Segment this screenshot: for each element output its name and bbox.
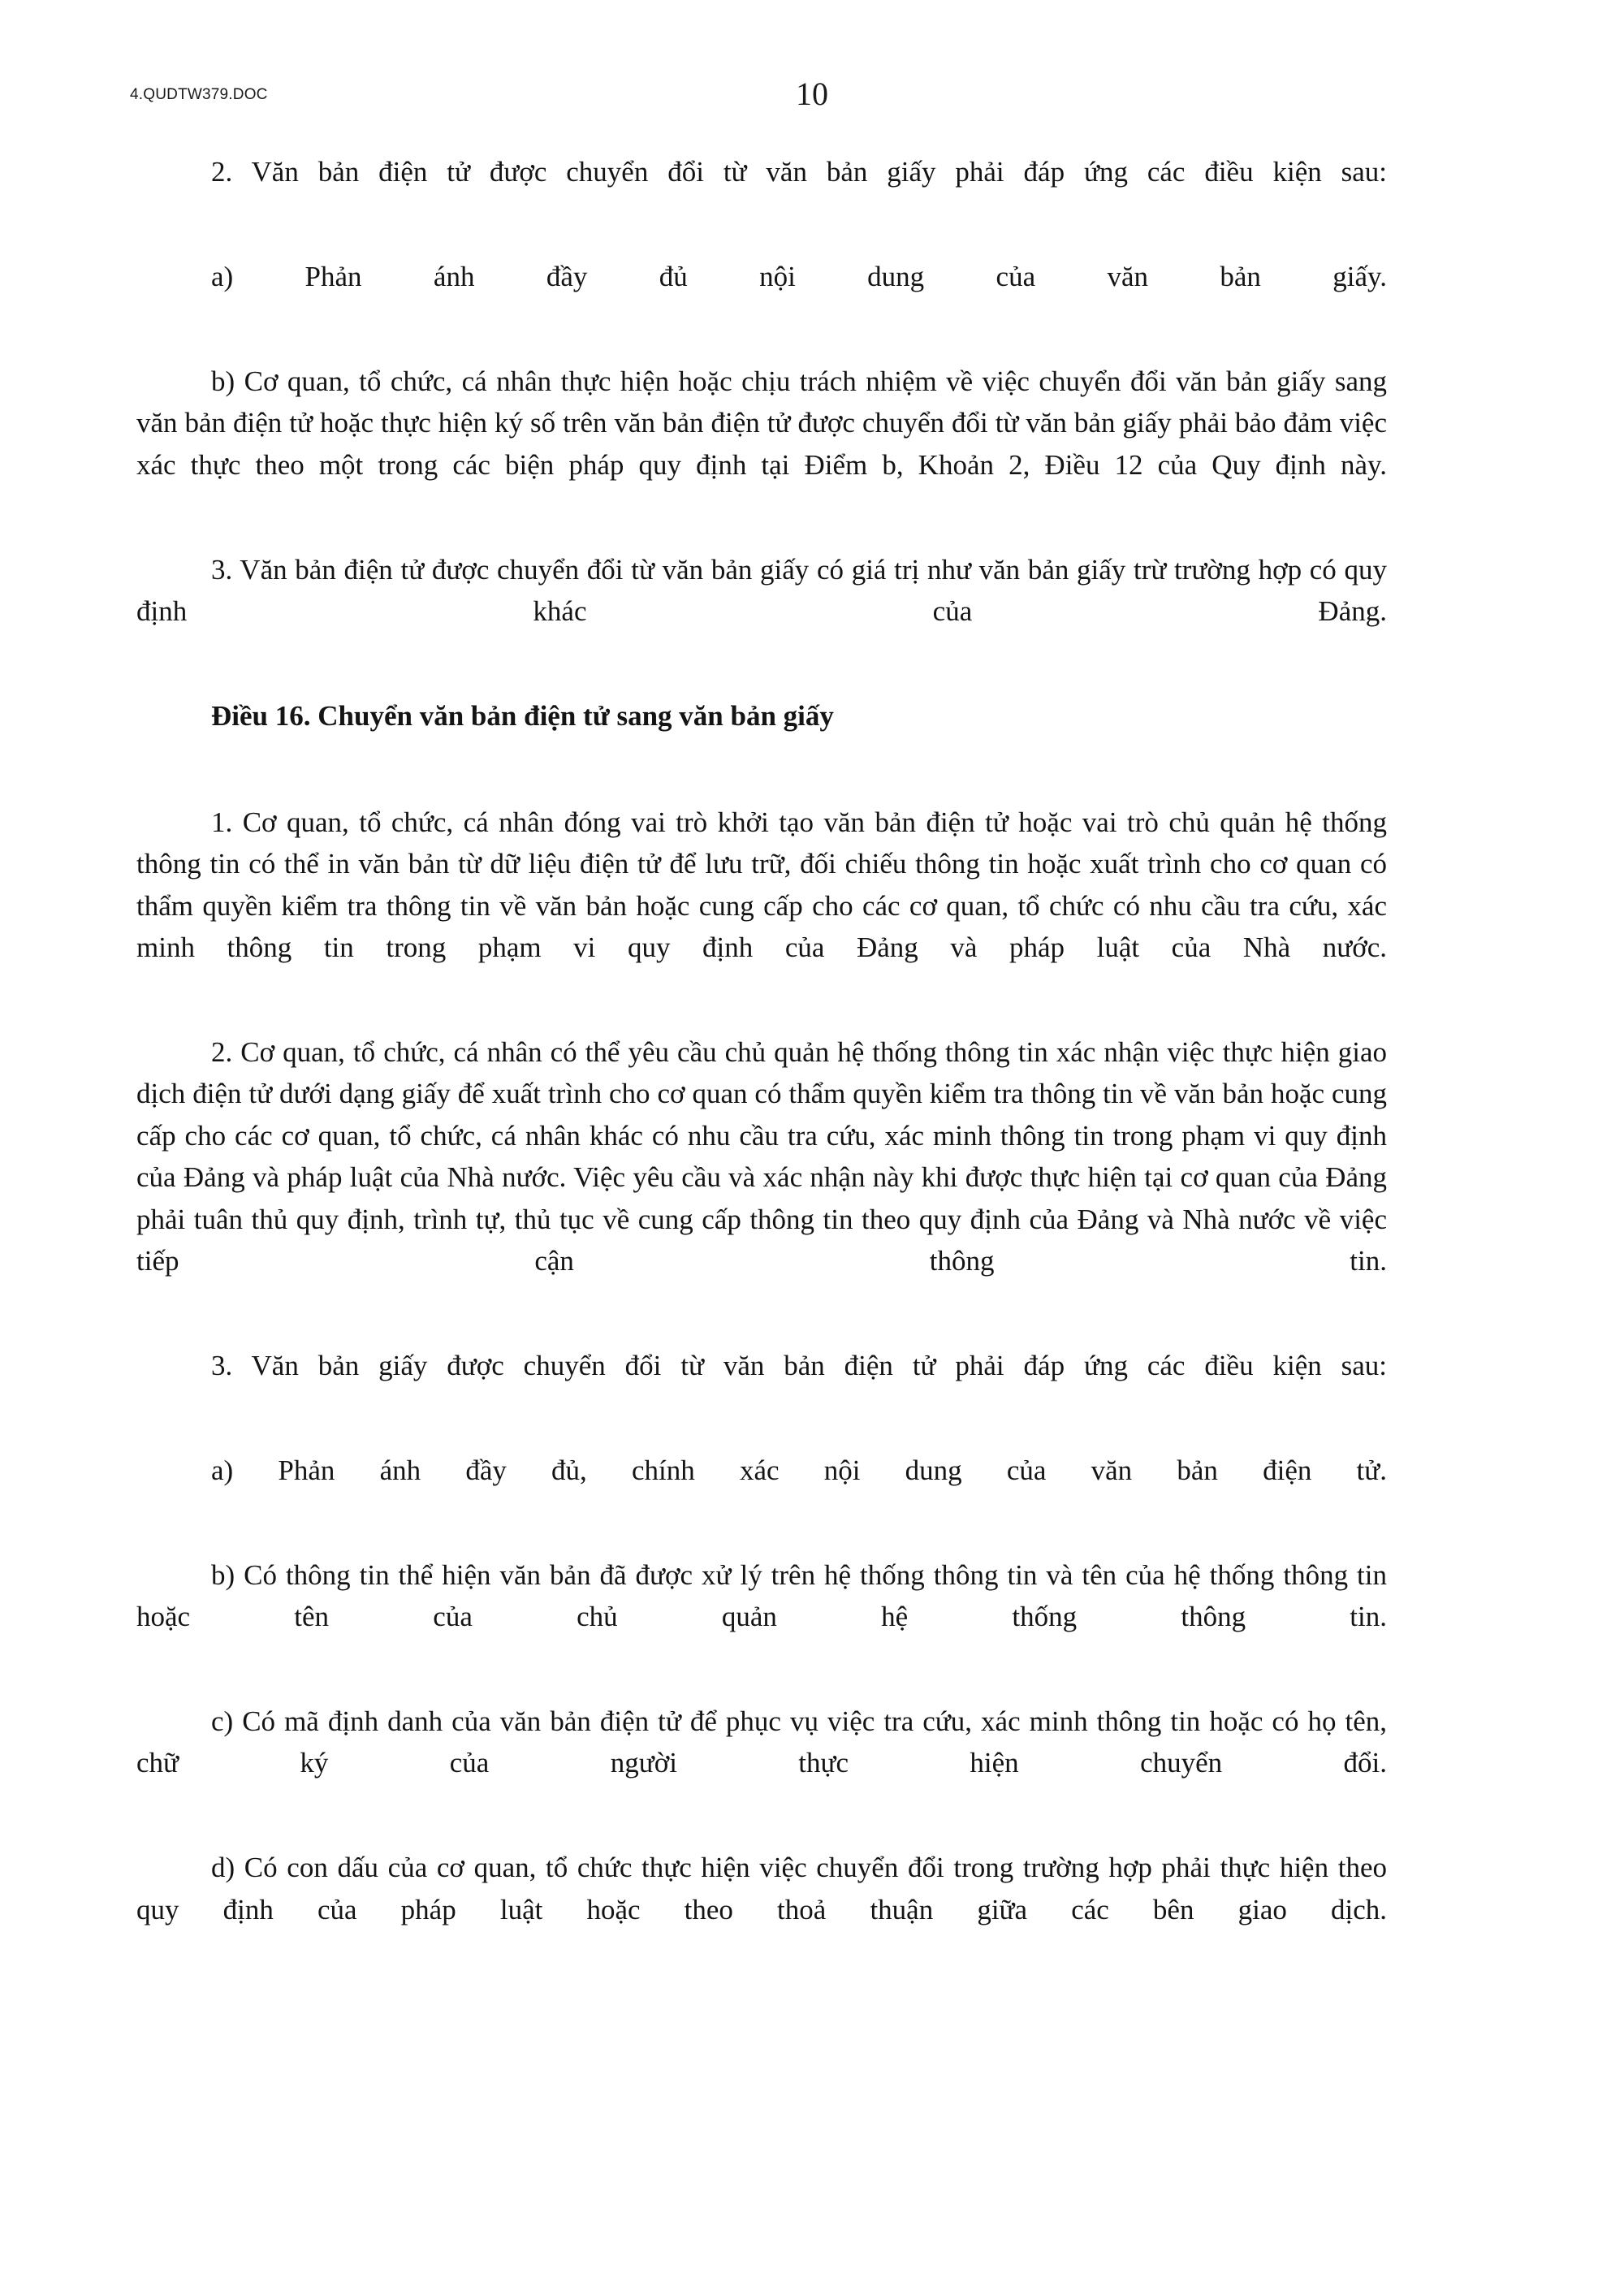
paragraph-16-2: 2. Cơ quan, tổ chức, cá nhân có thể yêu cầu chủ quản hệ thống thông tin xác nhận việc thực hiện giao dịch điện tử dưới dạng giấy để xuất trình cho cơ quan có thẩm quyền kiểm tra thông tin về văn bản hoặc cung cấp cho các cơ quan, tổ chức, cá nhân khác có nhu cầu tra cứu, xác minh thông tin trong phạm vi quy định của Đảng và pháp luật của Nhà nước. Việc yêu cầu và xác nhận này khi được thực hiện tại cơ quan của Đảng phải tuân thủ quy định, trình tự, thủ tục về cung cấp thông tin theo quy định của Đảng và Nhà nước về việc tiếp cận thông tin. xyxy=(136,1035,1387,1277)
paragraph-16-3-d: d) Có con dấu của cơ quan, tổ chức thực hiện việc chuyển đổi trong trường hợp phải thực hiện theo quy định của pháp luật hoặc theo thoả thuận giữa các bên giao dịch. xyxy=(136,1852,1387,1925)
paragraph-16-1: 1. Cơ quan, tổ chức, cá nhân đóng vai trò khởi tạo văn bản điện tử hoặc vai trò chủ quản hệ thống thông tin có thể in văn bản từ dữ liệu điện tử để lưu trữ, đối chiếu thông tin hoặc xuất trình cho cơ quan có thẩm quyền kiểm tra thông tin về văn bản hoặc cung cấp cho các cơ quan, tổ chức có nhu cầu tra cứu, xác minh thông tin trong phạm vi quy định của Đảng và pháp luật của Nhà nước. xyxy=(136,806,1387,963)
section-heading-dieu-16: Điều 16. Chuyển văn bản điện tử sang văn bản giấy xyxy=(211,699,834,732)
page-header xyxy=(0,75,1624,123)
paragraph-3-gia-tri: 3. Văn bản điện tử được chuyển đổi từ văn bản giấy có giá trị như văn bản giấy trừ trường hợp có quy định khác của Đảng. xyxy=(136,553,1387,627)
paragraph-16-3-b: b) Có thông tin thể hiện văn bản đã được xử lý trên hệ thống thông tin và tên của hệ thống thông tin hoặc tên của chủ quản hệ thống thông tin. xyxy=(136,1558,1387,1633)
document-body xyxy=(136,151,1387,1973)
paragraph-2-vb-dien-tu: 2. Văn bản điện tử được chuyển đổi từ văn bản giấy phải đáp ứng các điều kiện sau: xyxy=(211,156,1387,188)
page-number-label: 10 xyxy=(796,76,828,112)
paragraph-16-3: 3. Văn bản giấy được chuyển đổi từ văn bản điện tử phải đáp ứng các điều kiện sau: xyxy=(211,1349,1387,1381)
paragraph-b-co-quan: b) Cơ quan, tổ chức, cá nhân thực hiện hoặc chịu trách nhiệm về việc chuyển đổi văn bản giấy sang văn bản điện tử hoặc thực hiện ký số trên văn bản điện tử được chuyển đổi từ văn bản giấy phải bảo đảm việc xác thực theo một trong các biện pháp quy định tại Điểm b, Khoản 2, Điều 12 của Quy định này. xyxy=(136,365,1387,481)
paragraph-16-3-a: a) Phản ánh đầy đủ, chính xác nội dung của văn bản điện tử. xyxy=(211,1454,1387,1486)
document-code-label: 4.QUDTW379.DOC xyxy=(130,86,268,103)
paragraph-16-3-c: c) Có mã định danh của văn bản điện tử để phục vụ việc tra cứu, xác minh thông tin hoặc có họ tên, chữ ký của người thực hiện chuyển đổi. xyxy=(136,1705,1387,1779)
paragraph-a-phan-anh: a) Phản ánh đầy đủ nội dung của văn bản giấy. xyxy=(211,260,1387,292)
